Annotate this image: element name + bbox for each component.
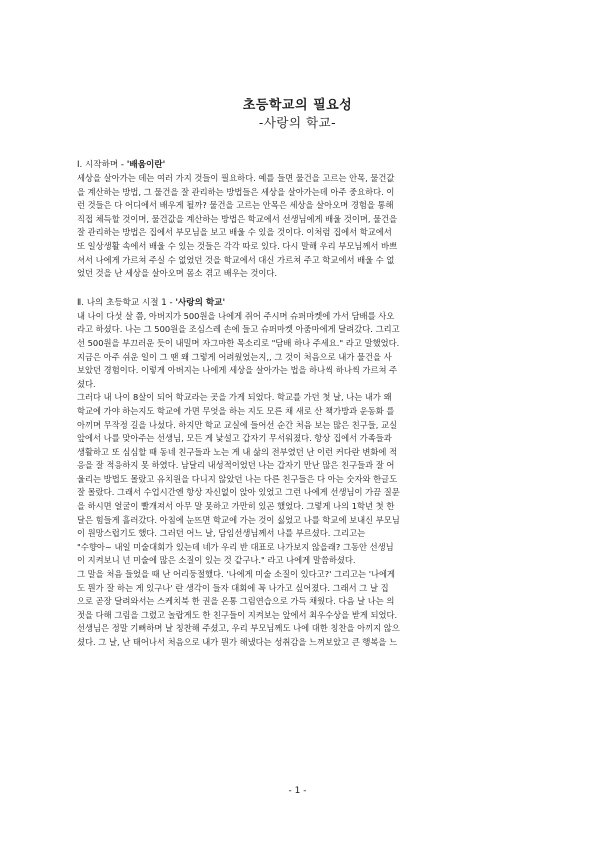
text-line: 생활하고 또 심심할 때 동네 친구들과 노는 게 내 삶의 전부였던 난 이런 커다란 변화에 적: [77, 446, 398, 457]
text-line: 앞에서 나를 맞아주는 선생님, 모든 게 낯설고 갑자기 무서워졌다. 항상 집에서 가족들과: [77, 433, 392, 444]
page-number: - 1 -: [288, 786, 307, 796]
text-line: 울리는 방법도 몰랐고 유치원을 다니지 않았던 나는 다른 친구들은 다 아는 숫자와 한글도: [77, 473, 398, 484]
text-line: 셨다. 그 날, 난 태어나서 처음으로 내가 뭔가 해냈다는 성취감을 느껴보았고 큰 행복을 느: [77, 637, 398, 647]
document-subtitle: -사랑의 학교-: [258, 115, 337, 130]
text-line: 셔서 나에게 가르쳐 주실 수 없었던 것을 학교에서 대신 가르쳐 주고 학교에서 배울 수 없: [77, 254, 395, 265]
section-heading-emphasis: '배움이란': [126, 160, 166, 170]
text-line: 또 일상생활 속에서 배울 수 있는 것들은 각각 따로 있다. 다시 말해 우리 부모님께서 바쁘: [77, 240, 398, 251]
text-line: 이 지켜보니 넌 미술에 많은 소질이 있는 것 같구나." 라고 나에게 말씀하셨다.: [77, 555, 356, 566]
text-line: 젓을 다해 그림을 그렸고 놀랍게도 한 친구들이 지켜보는 앞에서 최우수상을 받게 되었다.: [77, 609, 398, 620]
text-line: 라고 하셨다. 나는 그 500원을 조심스레 손에 들고 슈퍼마켓 아줌마에게 달려갔다. 그리고: [77, 324, 400, 335]
text-line: 응을 잘 적응하지 못 하였다. 남달리 내성적이었던 나는 갑자기 만난 많은 친구들과 잘 어: [77, 460, 395, 471]
text-line: 보았던 경험이다. 이렇게 아버지는 나에게 세상을 살아가는 법을 하나씩 하나씩 가르쳐 주: [77, 365, 398, 376]
text-line: 었던 것을 난 세상을 살아오며 몸소 겪고 배우는 것이다.: [77, 268, 278, 279]
text-line: 잘 관리하는 방법은 집에서 부모님을 보고 배울 수 있을 것이다. 이처럼 집에서 학교에서: [77, 227, 392, 238]
section-2-content: [77, 310, 517, 650]
text-line: 런 것들은 다 어디에서 배우게 될까? 물건을 고르는 안목은 세상을 살아오며 경험을 통해: [77, 200, 394, 211]
text-line: 잘 몰랐다. 그래서 수업시간엔 항상 자신없이 앉아 있었고 그런 나에게 선생님이 가끔 질문: [77, 487, 400, 498]
section-heading-prefix: Ⅰ. 시작하며 -: [77, 160, 127, 170]
text-line: 학교에 가야 하는지도 학교에 가면 무엇을 하는 지도 모른 채 새로 산 책가방과 운동화 를: [77, 405, 395, 416]
text-line: 직접 체득할 것이며, 물건값을 계산하는 방법은 학교에서 선생님에게 배울 것이며, 물건을: [77, 213, 398, 224]
text-line: 세상을 살아가는 데는 여러 가지 것들이 필요하다. 예를 들면 물건을 고르는 안목, 물건값: [77, 173, 395, 183]
text-line: 달은 힘들게 흘러갔다. 아침에 눈뜨면 학교에 가는 것이 싫었고 나를 학교에 보내신 부모님: [77, 514, 400, 525]
document-body: [77, 159, 517, 650]
paragraph: [77, 310, 517, 392]
document-title: 초등학교의 필요성: [242, 98, 353, 113]
text-line: 을 하시면 얼굴이 빨개져서 아무 말 못하고 가만히 있곤 했었다. 그렇게 나의 1학년 첫 한: [77, 501, 395, 512]
text-line: 셨다.: [77, 378, 96, 389]
paragraph: [77, 391, 517, 568]
text-line: 이 원망스럽기도 했다. 그러던 어느 날, 담임선생님께서 나를 부르셨다. 그리고는: [77, 528, 366, 539]
section-heading-1: [77, 159, 517, 172]
text-line: 그러다 내 나이 8살이 되어 학교라는 곳을 가게 되었다. 학교를 가던 첫 날, 나는 내가 왜: [77, 392, 392, 403]
section-heading-emphasis: '사랑의 학교': [175, 297, 226, 308]
section-heading-prefix: Ⅱ. 나의 초등학교 시절 1 -: [77, 297, 176, 308]
text-line: 지금은 아주 쉬운 일이 그 땐 왜 그렇게 어려웠었는지,, 그 것이 처음으로 내가 물건을 사: [77, 351, 392, 362]
text-line: 도 뭔가 잘 하는 게 있구나' 란 생각이 들자 대회에 꼭 나가고 싶어졌다. 그래서 그 날 집: [77, 582, 389, 593]
text-line: 아끼며 무작정 길을 나섰다. 하지만 학교 교실에 들어선 순간 처음 보는 많은 친구들, 교실: [77, 419, 398, 430]
paragraph: [77, 568, 517, 650]
text-line: 내 나이 다섯 살 쯤, 아버지가 500원을 나에게 쥐어 주시며 슈퍼마켓에 가서 담배를 사오: [77, 310, 395, 321]
text-line: 선 500원을 부끄러운 듯이 내밀며 자그마한 목소리로 "담배 하나 주세요." 라고 말했었다.: [77, 337, 400, 348]
text-line: 을 계산하는 방법, 그 물건을 잘 관리하는 방법들은 세상을 살아가는데 아주 중요하다. 이: [77, 186, 395, 197]
text-line: "수향아~ 내일 미술대회가 있는데 네가 우리 반 대표로 나가보지 않을래? 그동안 선생님: [77, 541, 394, 552]
text-line: 으로 곧장 달려와서는 스케치북 한 권을 온통 그림연습으로 가득 채웠다. 다음 날 나는 의: [77, 596, 395, 607]
paragraph: [77, 172, 517, 281]
section-heading-2: [77, 297, 517, 310]
text-line: 그 말을 처음 들었을 때 난 어리둥절했다. '나에게 미술 소질이 있다고?' 그리고는 '나에게: [77, 569, 396, 580]
section-1-content: [77, 172, 517, 281]
text-line: 선생님은 정말 기뻐하며 날 칭찬해 주셨고, 우리 부모님께도 나에 대한 칭찬을 아끼지 않으: [77, 623, 400, 634]
